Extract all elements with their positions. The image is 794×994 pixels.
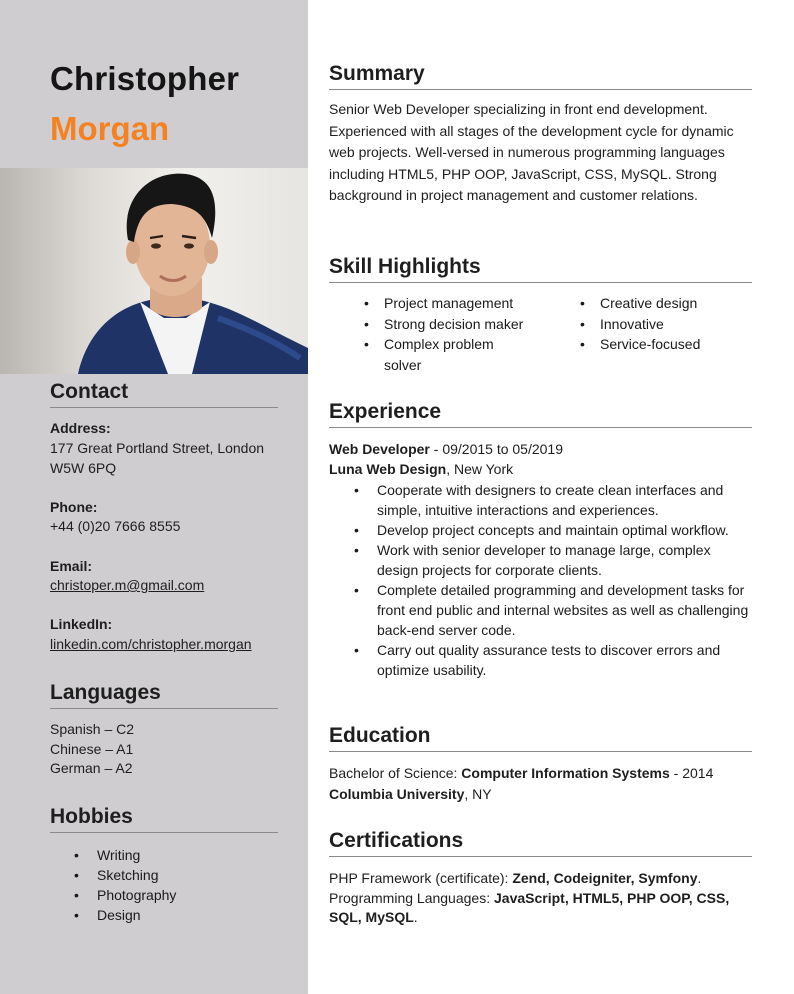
certifications-heading: Certifications — [329, 829, 752, 857]
phone-value: +44 (0)20 7666 8555 — [50, 518, 181, 534]
cert-2-prefix: Programming Languages: — [329, 890, 494, 906]
address-line-2: W5W 6PQ — [50, 460, 117, 476]
hobbies-list — [50, 845, 176, 925]
skill-item: • Creative design — [576, 293, 746, 314]
company-name: Luna Web Design — [329, 461, 447, 477]
phone-label: Phone: — [50, 499, 98, 515]
degree-prefix: Bachelor of Science: — [329, 765, 462, 781]
skills-heading: Skill Highlights — [329, 255, 752, 283]
experience-bullet: • Complete detailed programming and development tasks for front end public and internal websites as well as challenging back-end server code. — [329, 580, 754, 640]
hobby-item: • Writing — [50, 845, 176, 865]
linkedin-link[interactable]: linkedin.com/christopher.morgan — [50, 636, 252, 652]
cert-1-frameworks: Zend, Codeigniter, Symfony — [512, 870, 698, 886]
company-line — [329, 459, 513, 479]
skill-item: • Innovative — [576, 314, 746, 335]
address-line-1: 177 Great Portland Street, London — [50, 440, 265, 456]
experience-heading: Experience — [329, 400, 752, 428]
cert-3-suffix: . — [413, 909, 418, 925]
first-name: Christopher — [50, 60, 240, 97]
last-name: Morgan — [50, 110, 170, 147]
cert-line-1 — [329, 868, 701, 888]
cert-line-2 — [329, 888, 729, 908]
hobbies-heading: Hobbies — [50, 805, 278, 833]
summary-heading: Summary — [329, 62, 752, 90]
profile-photo — [0, 168, 308, 374]
skill-item: • Complex problem solver — [360, 334, 514, 375]
experience-bullet: • Work with senior developer to manage large, complex design projects for corporate clients. — [329, 540, 754, 580]
company-location: , New York — [446, 461, 514, 477]
school-name: Columbia University — [329, 786, 465, 802]
cert-3-languages: SQL, MySQL — [329, 909, 414, 925]
language-item: Chinese – A1 — [50, 741, 134, 757]
address-label: Address: — [50, 420, 111, 436]
experience-bullet: • Cooperate with designers to create clean interfaces and simple, intuitive interactions and experiences. — [329, 480, 754, 520]
education-heading: Education — [329, 724, 752, 752]
experience-bullets — [329, 480, 754, 680]
email-link[interactable]: christoper.m@gmail.com — [50, 577, 205, 593]
school-location: , NY — [464, 786, 492, 802]
skill-item: • Strong decision maker — [360, 314, 550, 335]
job-line — [329, 439, 563, 459]
cert-line-3 — [329, 907, 418, 927]
job-title: Web Developer — [329, 441, 430, 457]
degree-name: Computer Information Systems — [461, 765, 670, 781]
degree-line — [329, 763, 713, 783]
summary-text: Senior Web Developer specializing in front end development. Experienced with all stages of the development cycle for dynamic web projects. Well-versed in numerous programming languages including HTML5, PHP OOP, JavaScript, CSS, MySQL. Strong background in project management and customer relations. — [329, 101, 734, 203]
experience-bullet: • Carry out quality assurance tests to discover errors and optimize usability. — [329, 640, 754, 680]
hobby-item: • Sketching — [50, 865, 176, 885]
skills-column-2 — [576, 293, 746, 355]
degree-year: - 2014 — [669, 765, 714, 781]
language-item: German – A2 — [50, 760, 133, 776]
language-item: Spanish – C2 — [50, 721, 135, 737]
skill-item: • Service-focused — [576, 334, 746, 355]
cert-1-suffix: . — [697, 870, 702, 886]
school-line — [329, 784, 492, 804]
linkedin-label: LinkedIn: — [50, 616, 113, 632]
cert-2-languages: JavaScript, HTML5, PHP OOP, CSS, — [494, 890, 730, 906]
experience-bullet: • Develop project concepts and maintain optimal workflow. — [329, 520, 754, 540]
hobby-item: • Design — [50, 905, 176, 925]
hobby-item: • Photography — [50, 885, 176, 905]
person-portrait-icon — [0, 168, 308, 374]
skills-column-1 — [360, 293, 550, 375]
skill-item: • Project management — [360, 293, 550, 314]
email-label: Email: — [50, 558, 93, 574]
languages-heading: Languages — [50, 681, 278, 709]
job-dates: - 09/2015 to 05/2019 — [429, 441, 563, 457]
cert-1-prefix: PHP Framework (certificate): — [329, 870, 513, 886]
contact-heading: Contact — [50, 380, 278, 408]
